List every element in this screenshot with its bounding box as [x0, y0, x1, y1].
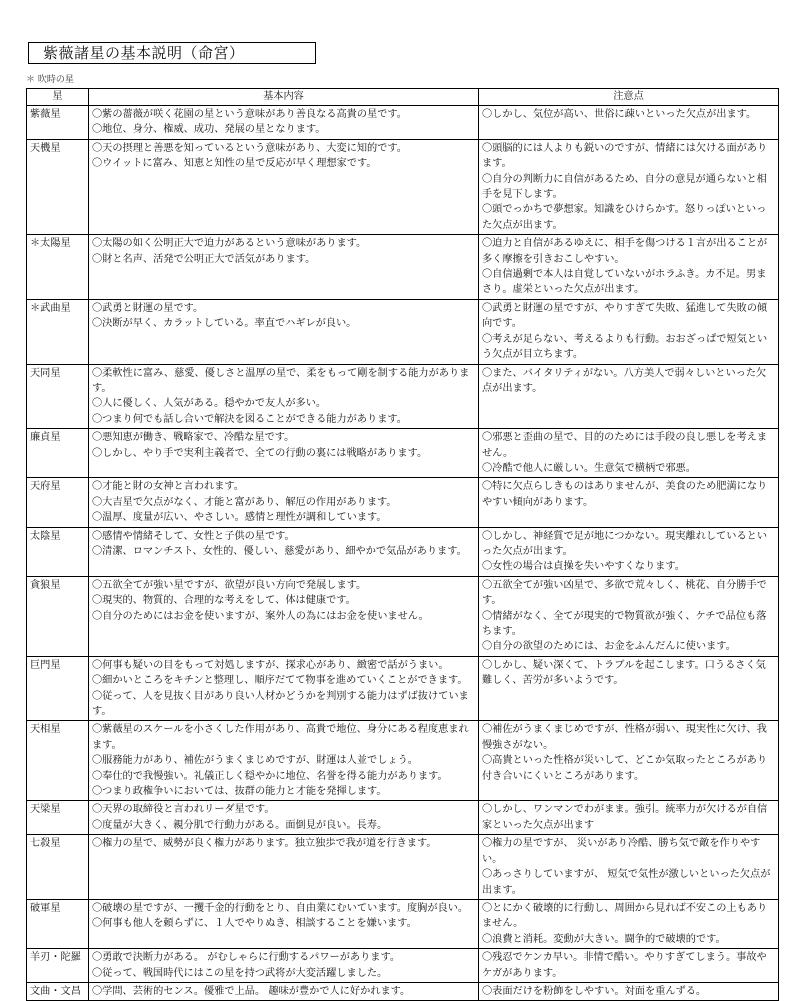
caution-cell	[479, 576, 779, 656]
caution-line: 〇しかし、気位が高い、世俗に疎いといった欠点が出ます。	[482, 109, 757, 120]
caution-line: 〇表面だけを粉飾をしやすい。対面を重んずる。	[482, 985, 707, 997]
table-row	[27, 835, 779, 900]
caution-cell	[479, 835, 779, 900]
star-name: 天機星	[27, 139, 89, 234]
caution-line: 〇自信過剰で本人は自覚していないがホラふき。カ不足。男まさり。虚栄といった欠点が出ます。	[482, 269, 767, 296]
caution-line: 〇また、バイタリティがない。八方美人で弱々しいといった欠点が出ます。	[482, 367, 767, 394]
caution-line: 〇頭脳的には人よりも鋭いのですが、情緒には欠ける面があります。	[482, 142, 768, 170]
basic-content-cell	[89, 235, 479, 300]
table-row	[27, 106, 779, 140]
basic-content-line: 〇決断が早く、カラットしている。率直でハギレが良い。	[92, 318, 357, 330]
star-name: 巨門星	[27, 656, 89, 721]
basic-content-cell	[89, 478, 479, 527]
caution-line: 〇頭でっかちで夢想家。知識をひけらかす。怒りっぽいといった欠点が出ます。	[482, 204, 767, 231]
caution-line: 〇特に欠点らしきものはありませんが、美食のため肥満になりやすい傾向があります。	[482, 481, 768, 508]
table-row	[27, 139, 779, 234]
caution-cell	[479, 721, 779, 801]
basic-content-cell	[89, 299, 479, 364]
table-row	[27, 478, 779, 527]
header-caution: 注意点	[479, 89, 779, 106]
star-name: 羊刃・陀羅	[27, 949, 89, 983]
header-star: 星	[27, 89, 89, 106]
star-name: 廉貞星	[27, 429, 89, 478]
basic-content-cell	[89, 656, 479, 721]
table-row	[27, 299, 779, 364]
caution-line: 〇あっさりしていますが、 短気で気性が激しいといった欠点が出ます。	[482, 869, 771, 896]
basic-content-cell	[89, 364, 479, 429]
basic-content-line: 〇勇敢で決断力がある。 がむしゃらに行動するパワーがあります。	[92, 952, 401, 964]
basic-content-line: 〇武勇と財運の星です。	[92, 302, 204, 314]
caution-cell	[479, 478, 779, 527]
basic-content-line: 〇五欲全てが強い星ですが、欲望が良い方向で発展します。	[92, 579, 367, 591]
caution-line: 〇迫力と自信があるゆえに、相手を傷つける１言が出ることが多く摩擦を引きおこしやすい。	[482, 238, 768, 265]
caution-cell	[479, 801, 779, 835]
table-row	[27, 364, 779, 429]
star-name: 太陰星	[27, 527, 89, 576]
basic-content-line: 〇何事も疑いの目をもって対処しますが、探求心があり、緻密で話がうまい。	[92, 659, 449, 671]
basic-content-cell	[89, 106, 479, 140]
star-name: 貪狼星	[27, 576, 89, 656]
table-row	[27, 576, 779, 656]
caution-line: 〇とにかく破壊的に行動し、周囲から見れば不安この上もありません。	[482, 902, 768, 930]
basic-content-line: 〇温厚、度量が広い、やさしい。感情と理性が調和しています。	[92, 512, 387, 524]
table-row	[27, 899, 779, 948]
table-row	[27, 801, 779, 835]
caution-cell	[479, 429, 779, 478]
basic-content-line: 〇天の摂理と善悪を知っているという意味があり、大変に知的です。	[92, 142, 407, 154]
caution-line: 〇しかし、ワンマンでわがまま。強引。統率力が欠けるが自信家といった欠点が出ます	[482, 804, 768, 831]
caution-line: 〇しかし、神経質で足が地につかない。現実離れしているといった欠点が出ます。	[482, 530, 768, 557]
basic-content-line: 〇紫薇星のスケールを小さくした作用があり、高貴で地位、身分にある程度恵まれます。	[92, 724, 469, 751]
table-row	[27, 429, 779, 478]
caution-cell	[479, 139, 779, 234]
caution-cell	[479, 899, 779, 948]
basic-content-line: 〇学問、芸術的センス。優雅で上品。 趣味が豊かで人に好かれます。	[92, 985, 411, 997]
caution-line: 〇補佐がうまくまじめですが、性格が弱い、現実性に欠け、我慢強さがない。	[482, 724, 767, 751]
caution-line: 〇冷酷で他人に厳しい。生意気で横柄で邪悪。	[482, 462, 696, 474]
caution-line: 〇浪費と消耗。変動が大きい。闘争的で破壊的です。	[482, 933, 726, 945]
basic-content-line: 〇破壊の星ですが、一攫千金的行動をとり、自由業にむいています。度胸が良い。	[92, 902, 469, 914]
caution-cell	[479, 527, 779, 576]
caution-line: 〇しかし、疑い深くて、トラブルを起こします。口うるさく気難しく、苦労が多いようです。	[482, 659, 766, 687]
basic-content-cell	[89, 801, 479, 835]
table-row	[27, 656, 779, 721]
basic-content-line: 〇人に優しく、人気がある。穏やかで友人が多い。	[92, 398, 327, 410]
star-name: 天相星	[27, 721, 89, 801]
basic-content-cell	[89, 139, 479, 234]
caution-cell	[479, 235, 779, 300]
basic-content-line: 〇つまり政権争いにおいては、抜群の能力と才能を発揮します。	[92, 786, 387, 798]
basic-content-cell	[89, 949, 479, 983]
caution-line: 〇考えが足らない、考えるよりも行動。おおざっぱで短気という欠点が目立ちます。	[482, 333, 768, 361]
star-name: 天同星	[27, 364, 89, 429]
basic-content-line: 〇細かいところをキチンと整理し、順序だてて物事を進めていくことができます。	[92, 675, 468, 687]
basic-content-line: 〇ウイットに富み、知恵と知性の星で反応が早く理想家です。	[92, 158, 377, 170]
basic-content-line: 〇太陽の如く公明正大で迫力があるという意味があります。	[92, 238, 367, 250]
caution-cell	[479, 656, 779, 721]
star-name: 破軍星	[27, 899, 89, 948]
table-row	[27, 235, 779, 300]
caution-line: 〇自分の欲望のためには、お金をふんだんに使います。	[482, 641, 736, 653]
basic-content-line: 〇地位、身分、権威、成功、発展の星となります。	[92, 124, 326, 136]
star-name: 天梁星	[27, 801, 89, 835]
basic-content-line: 〇財と名声、活発で公明正大で活気があります。	[92, 253, 316, 265]
star-name: ＊太陽星	[27, 235, 89, 300]
star-name: 七殺星	[27, 835, 89, 900]
table-row	[27, 527, 779, 576]
basic-content-cell	[89, 429, 479, 478]
caution-line: 〇女性の場合は貞操を失いやすくなります。	[482, 561, 685, 573]
document-title: 紫薇諸星の基本説明（命宮）	[28, 42, 316, 64]
caution-cell	[479, 299, 779, 364]
caution-line: 〇残忍でケンカ早い。非情で酷い。やりすぎてしまう。事故やケガがあります。	[482, 952, 767, 979]
basic-content-line: 〇現実的、物質的、合理的な考えをして、体は健康です。	[92, 595, 356, 607]
table-row	[27, 721, 779, 801]
basic-content-line: 〇天界の取締役と言われリーダ星です。	[92, 804, 275, 816]
basic-content-cell	[89, 576, 479, 656]
caution-cell	[479, 106, 779, 140]
basic-content-cell	[89, 527, 479, 576]
basic-content-line: 〇紫の薔薇が咲く花園の星という意味があり善良なる高貴の星です。	[92, 109, 407, 120]
star-name: 文曲・文昌	[27, 982, 89, 1000]
basic-content-line: 〇従って、戦国時代にはこの星を持つ武将が大変活躍しました。	[92, 967, 388, 979]
basic-content-cell	[89, 835, 479, 900]
caution-line: 〇自分の判断力に自信があるため、自分の意見が通らないと相手を見下します。	[482, 173, 767, 201]
basic-content-line: 〇度量が大きく、親分肌で行動力がある。面倒見が良い。長寿。	[92, 819, 388, 831]
basic-content-line: 〇権力の星で、威勢が良く権力があります。独立独歩で我が道を行きます。	[92, 838, 437, 850]
basic-content-line: 〇才能と財の女神と言われます。	[92, 481, 244, 493]
star-table	[26, 88, 779, 1001]
basic-content-line: 〇自分のためにはお金を使いますが、案外人の為にはお金を使いません。	[92, 610, 429, 622]
caution-line: 〇邪悪と歪曲の星で、目的のためには手段の良し悪しを考えません。	[482, 432, 768, 459]
basic-content-cell	[89, 721, 479, 801]
caution-line: 〇五欲全てが強い凶星で、多欲で荒々しく、桃花、自分勝手です。	[482, 579, 767, 607]
basic-content-line: 〇大吉星で欠点がなく、才能と富があり、解厄の作用があります。	[92, 496, 397, 508]
star-name: 紫薇星	[27, 106, 89, 140]
basic-content-line: 〇つまり何でも話し合いで解決を図ることができる能力があります。	[92, 413, 407, 425]
basic-content-line: 〇清潔、ロマンチスト、女性的、優しい、慈愛があり、細やかで気品があります。	[92, 545, 467, 557]
basic-content-cell	[89, 899, 479, 948]
basic-content-line: 〇感情や情緒そして、女性と子供の星です。	[92, 530, 295, 542]
table-header-row	[27, 89, 779, 106]
caution-line: 〇武勇と財運の星ですが、やりすぎて失敗、猛進して失敗の傾向です。	[482, 302, 768, 330]
basic-content-line: 〇しかし、やり手で実利主義者で、全ての行動の裏には戦略があります。	[92, 447, 428, 459]
basic-content-line: 〇従って、人を見抜く目があり良い人材かどうかを判別する能力はずば抜けています。	[92, 690, 469, 718]
star-name: 天府星	[27, 478, 89, 527]
caution-cell	[479, 949, 779, 983]
table-row	[27, 949, 779, 983]
caution-cell	[479, 364, 779, 429]
legend-note: ＊ 吹時の星	[26, 75, 74, 85]
caution-line: 〇情緒がなく、全てが現実的で物質欲が強く、ケチで品位も落ちます。	[482, 610, 767, 637]
star-name: ＊武曲星	[27, 299, 89, 364]
basic-content-line: 〇奉仕的で我慢強い。礼儀正しく穏やかに地位、名誉を得る能力があります。	[92, 770, 448, 782]
caution-line: 〇権力の星ですが、 災いがあり冷酷、勝ち気で敵を作りやすい。	[482, 838, 761, 865]
basic-content-line: 〇柔軟性に富み、慈愛、優しさと温厚の星で、柔をもって剛を制する能力があります。	[92, 367, 470, 394]
basic-content-line: 〇何事も他人を頼らずに、１人でやりぬき、相談することを嫌います。	[92, 918, 417, 930]
basic-content-line: 〇服務能力があり、補佐がうまくまじめですが、財運は人並でしょう。	[92, 755, 418, 767]
header-basic: 基本内容	[89, 89, 479, 106]
caution-line: 〇高貴といった性格が災いして、どこか気取ったところがあり付き合いにくいところがあります。	[482, 755, 768, 782]
basic-content-line: 〇悪知恵が働き、戦略家で、冷酷な星です。	[92, 432, 295, 444]
